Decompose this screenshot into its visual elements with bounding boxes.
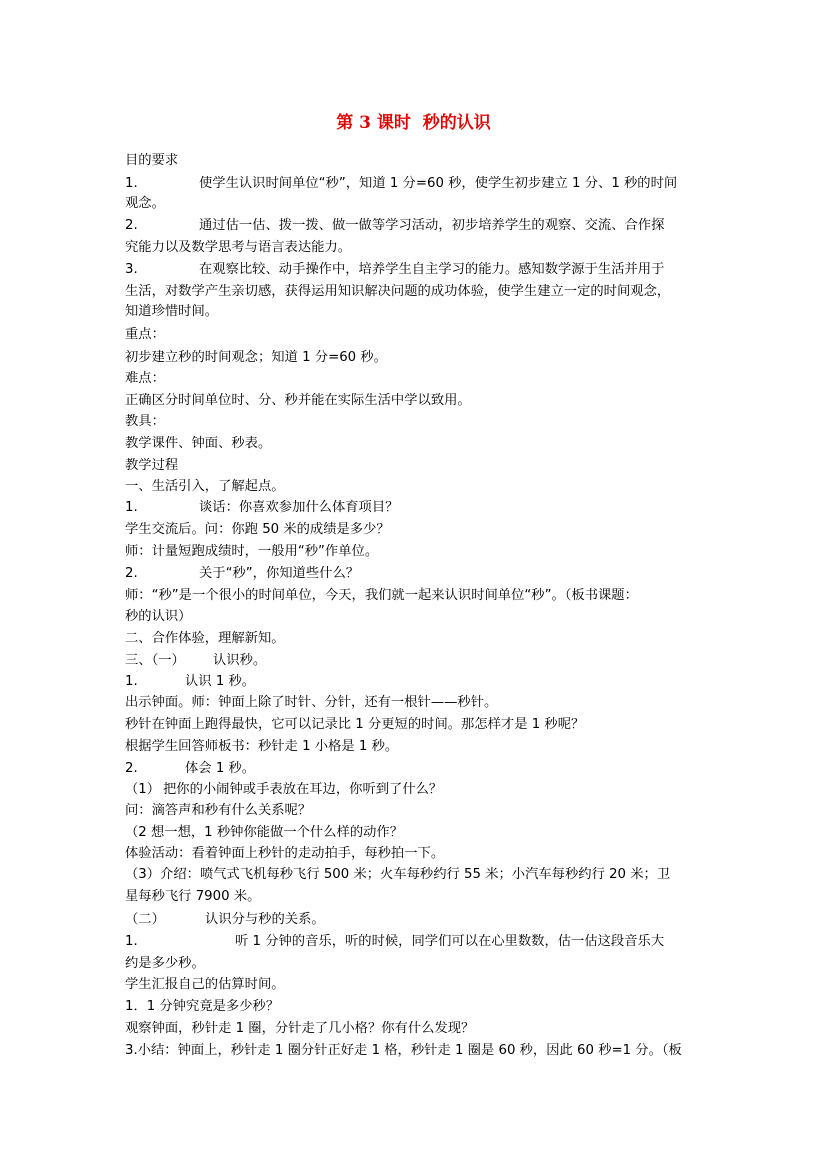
line-text: 观察钟面，秒针走 1 圈，分针走了几小格？你有什么发现？ bbox=[125, 1021, 475, 1036]
line-text: 学生交流后。问：你跑 50 米的成绩是多少？ bbox=[125, 522, 390, 537]
text-line bbox=[125, 824, 403, 842]
item-number: 1. bbox=[125, 176, 138, 191]
line-text: 教具： bbox=[125, 414, 165, 429]
line-text: 问：滴答声和秒有什么关系呢？ bbox=[125, 803, 312, 818]
text-line bbox=[125, 326, 165, 344]
line-text: 观念。 bbox=[125, 196, 165, 211]
line-text: 通过估一估、拨一拨、做一做等学习活动，初步培养学生的观察、交流、合作探 bbox=[199, 218, 665, 233]
line-text: 出示钟面。师：钟面上除了时针、分针，还有一根针——秒针。 bbox=[125, 695, 498, 710]
line-text: 重点： bbox=[125, 327, 165, 342]
lesson-title: 第 3 课时 秒的认识 bbox=[336, 113, 491, 133]
line-text: 难点： bbox=[125, 371, 165, 386]
text-line bbox=[125, 413, 165, 431]
text-line bbox=[125, 1020, 474, 1038]
text-line bbox=[125, 303, 218, 321]
line-text: 师：计量短跑成绩时，一般用“秒”作单位。 bbox=[125, 544, 379, 559]
line-text: 学生汇报自己的估算时间。 bbox=[125, 977, 285, 992]
line-text: 目的要求 bbox=[125, 153, 179, 168]
line-text: 教学过程 bbox=[125, 458, 179, 473]
text-line bbox=[125, 976, 285, 994]
text-line bbox=[125, 760, 255, 778]
text-line bbox=[125, 565, 359, 583]
item-number: 1. bbox=[125, 934, 138, 949]
line-text: 谈话：你喜欢参加什么体育项目？ bbox=[199, 500, 399, 515]
item-number: 1. bbox=[125, 674, 138, 689]
text-line bbox=[125, 866, 670, 884]
text-line bbox=[125, 998, 279, 1016]
line-text: 1．1 分钟究竟是多少秒？ bbox=[125, 999, 280, 1014]
line-text: 究能力以及数学思考与语言表达能力。 bbox=[125, 240, 352, 255]
line-text: 教学课件、钟面、秒表。 bbox=[125, 436, 272, 451]
text-line bbox=[125, 521, 390, 539]
text-line bbox=[125, 652, 266, 670]
line-text: 根据学生回答师板书：秒针走 1 小格是 1 秒。 bbox=[125, 739, 399, 754]
line-text: 初步建立秒的时间观念；知道 1 分=60 秒。 bbox=[125, 350, 387, 365]
text-line bbox=[125, 435, 271, 453]
text-line bbox=[125, 587, 638, 605]
text-line bbox=[125, 499, 398, 517]
item-number: （二） bbox=[125, 912, 165, 927]
line-text: 秒的认识） bbox=[125, 609, 192, 624]
line-text: 关于“秒”，你知道些什么？ bbox=[199, 566, 360, 581]
line-text: 体会 1 秒。 bbox=[185, 761, 256, 776]
line-text: 星每秒飞行 7900 米。 bbox=[125, 889, 261, 904]
line-text: 二、合作体验，理解新知。 bbox=[125, 631, 285, 646]
line-text: 师：“秒”是一个很小的时间单位，今天，我们就一起来认识时间单位“秒”。（板书课题： bbox=[125, 588, 638, 603]
item-number: 3. bbox=[125, 262, 138, 277]
line-text: 正确区分时间单位时、分、秒并能在实际生活中学以致用。 bbox=[125, 393, 471, 408]
line-text: 认识 1 秒。 bbox=[185, 674, 256, 689]
item-number: 2. bbox=[125, 761, 138, 776]
text-line bbox=[125, 716, 584, 734]
line-text: 认识秒。 bbox=[213, 653, 267, 668]
text-line bbox=[125, 802, 311, 820]
text-line bbox=[125, 175, 677, 193]
item-number: 2. bbox=[125, 566, 138, 581]
line-text: 秒针在钟面上跑得最快，它可以记录比 1 分更短的时间。那怎样才是 1 秒呢？ bbox=[125, 717, 585, 732]
text-line bbox=[125, 392, 471, 410]
text-line bbox=[125, 543, 378, 561]
line-text: 约是多少秒。 bbox=[125, 956, 205, 971]
line-text: 一、生活引入，了解起点。 bbox=[125, 479, 285, 494]
text-line bbox=[125, 239, 351, 257]
text-line bbox=[125, 349, 387, 367]
text-line bbox=[125, 911, 325, 929]
text-line bbox=[125, 152, 178, 170]
line-text: 3.小结：钟面上，秒针走 1 圈分针正好走 1 格，秒针走 1 圈是 60 秒，因此 60 秒=1 分。（板 bbox=[125, 1043, 682, 1058]
text-line bbox=[125, 888, 260, 906]
line-text: 认识分与秒的关系。 bbox=[205, 912, 325, 927]
text-line bbox=[125, 478, 285, 496]
line-text: 体验活动：看着钟面上秒针的走动拍手，每秒拍一下。 bbox=[125, 846, 445, 861]
line-text: 在观察比较、动手操作中，培养学生自主学习的能力。感知数学源于生活并用于 bbox=[199, 262, 665, 277]
text-line bbox=[125, 195, 165, 213]
text-line bbox=[125, 608, 191, 626]
line-text: 听 1 分钟的音乐，听的时候，同学们可以在心里数数，估一估这段音乐大 bbox=[235, 934, 665, 949]
line-text: 知道珍惜时间。 bbox=[125, 304, 219, 319]
text-line bbox=[125, 845, 444, 863]
text-line bbox=[125, 1042, 682, 1060]
line-text: 生活，对数学产生亲切感，获得运用知识解决问题的成功体验，使学生建立一定的时间观念， bbox=[125, 284, 671, 299]
text-line bbox=[125, 955, 205, 973]
item-number: 1. bbox=[125, 500, 138, 515]
line-text: （2 想一想，1 秒钟你能做一个什么样的动作？ bbox=[125, 825, 404, 840]
text-line bbox=[125, 673, 255, 691]
text-line bbox=[125, 781, 442, 799]
item-number: 2. bbox=[125, 218, 138, 233]
text-line bbox=[125, 283, 670, 301]
item-number: 三、（一） bbox=[125, 653, 185, 668]
item-number: （1） bbox=[125, 782, 161, 797]
text-line bbox=[125, 457, 178, 475]
line-text: 使学生认识时间单位“秒”，知道 1 分=60 秒，使学生初步建立 1 分、1 秒的时间 bbox=[199, 176, 678, 191]
text-line bbox=[125, 217, 664, 235]
text-line bbox=[125, 738, 398, 756]
text-line bbox=[125, 933, 664, 951]
text-line bbox=[125, 694, 497, 712]
text-line bbox=[125, 370, 165, 388]
line-text: （3）介绍：喷气式飞机每秒飞行 500 米；火车每秒约行 55 米；小汽车每秒约行 20 米；卫 bbox=[125, 867, 671, 882]
text-line bbox=[125, 261, 664, 279]
line-text: 把你的小闹钟或手表放在耳边，你听到了什么？ bbox=[163, 782, 443, 797]
text-line bbox=[125, 630, 285, 648]
